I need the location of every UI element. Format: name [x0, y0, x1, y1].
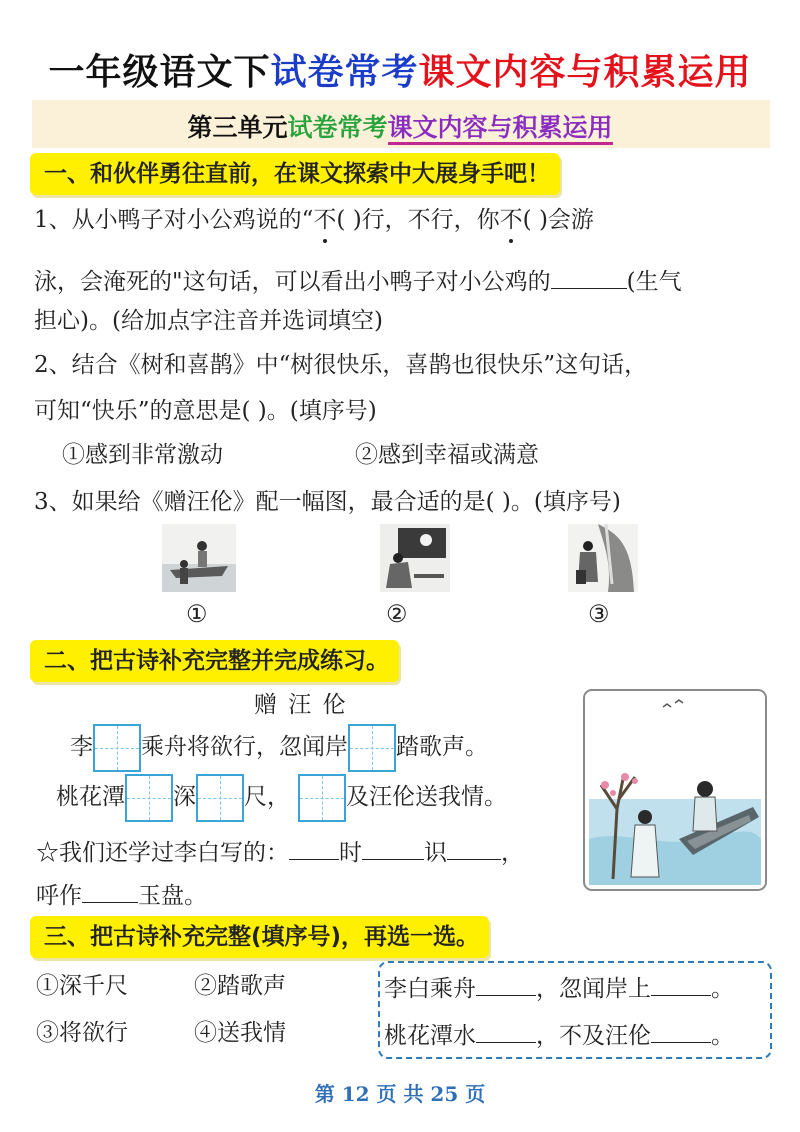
- extra-d: ，: [501, 840, 524, 866]
- q1-dot-char-1: 不: [313, 207, 337, 233]
- q3-picture-3[interactable]: [568, 524, 638, 592]
- extra2-a: 呼作: [36, 883, 82, 909]
- q3-picture-1[interactable]: [162, 524, 236, 592]
- poem-line2-b: 深: [173, 784, 196, 810]
- q2-line1: 2、结合《树和喜鹊》中“树很快乐，喜鹊也很快乐”这句话，: [34, 352, 648, 378]
- q1-line2-b: (生气: [626, 269, 682, 295]
- q1-dot-char-2: 不: [499, 207, 523, 233]
- q1-line1: [34, 205, 594, 235]
- fill-blank-4[interactable]: [651, 1018, 711, 1043]
- char-box[interactable]: [196, 774, 244, 822]
- fill-line-1: [384, 971, 734, 1004]
- title-part2: 试卷常考: [270, 52, 419, 93]
- q2-option-2[interactable]: ②感到幸福或满意: [355, 442, 539, 468]
- fill2-a: 桃花潭水: [384, 1023, 476, 1049]
- q1-text-a: 1、从小鸭子对小公鸡说的“: [34, 207, 314, 233]
- extra-line-2: [36, 878, 207, 911]
- fill-line-2: [384, 1018, 734, 1051]
- fill1-a: 李白乘舟: [384, 976, 476, 1002]
- extra-blank-3[interactable]: [447, 835, 501, 860]
- extra-blank-1[interactable]: [289, 835, 339, 860]
- extra-a: ☆我们还学过李白写的：: [36, 840, 289, 866]
- unit-part3: 课文内容与积累运用: [388, 113, 613, 145]
- section2-heading: 二、把古诗补充完整并完成练习。: [30, 640, 399, 682]
- option-3[interactable]: ③将欲行: [36, 1020, 128, 1046]
- fill-blank-1[interactable]: [476, 971, 536, 996]
- q2-line2: 可知“快乐”的意思是( )。(填序号): [34, 398, 377, 424]
- fill-blank-3[interactable]: [476, 1018, 536, 1043]
- poem-line-1: [70, 723, 488, 772]
- q1-line2: [34, 264, 682, 297]
- page-title: [0, 44, 800, 95]
- extra-line-1: [36, 835, 524, 868]
- fill-blank-2[interactable]: [651, 971, 711, 996]
- q3-label-1: ①: [186, 600, 208, 628]
- q3-label-2: ②: [386, 600, 408, 628]
- extra-b: 时: [339, 840, 362, 866]
- char-box[interactable]: [93, 724, 141, 772]
- unit-part2: 试卷常考: [287, 113, 388, 142]
- poem-line2-c: 尺，: [244, 784, 290, 810]
- fill1-b: ，忽闻岸上: [536, 976, 651, 1002]
- q1-text-b: ( )行，不行，你: [336, 207, 500, 233]
- section3-heading: 三、把古诗补充完整(填序号)，再选一选。: [30, 916, 489, 958]
- poem-line2-d: 及汪伦送我情。: [346, 784, 507, 810]
- q3-line1: 3、如果给《赠汪伦》配一幅图，最合适的是( )。(填序号): [34, 489, 621, 515]
- q3-picture-2[interactable]: [380, 524, 450, 592]
- fill1-c: 。: [711, 976, 734, 1002]
- poem-title: 赠 汪 伦: [254, 692, 348, 718]
- title-part1: 一年级语文下: [48, 52, 271, 93]
- unit-title: [0, 108, 800, 144]
- poem-illustration: [583, 689, 767, 891]
- char-box[interactable]: [125, 774, 173, 822]
- fill2-c: 。: [711, 1023, 734, 1049]
- extra-blank-2[interactable]: [362, 835, 424, 860]
- q1-text-c: ( )会游: [522, 207, 594, 233]
- extra-blank-4[interactable]: [82, 878, 138, 903]
- poem-line2-a: 桃花潭: [56, 784, 125, 810]
- q2-option-1[interactable]: ①感到非常激动: [62, 442, 223, 468]
- section1-heading: 一、和伙伴勇往直前，在课文探索中大展身手吧！: [30, 153, 560, 195]
- poem-line-2: [56, 773, 507, 822]
- q3-label-3: ③: [588, 600, 610, 628]
- option-2[interactable]: ②踏歌声: [194, 973, 286, 999]
- fill2-b: ，不及汪伦: [536, 1023, 651, 1049]
- extra-c: 识: [424, 840, 447, 866]
- q1-line3: 担心)。(给加点字注音并选词填空): [34, 308, 383, 334]
- char-box[interactable]: [348, 724, 396, 772]
- option-4[interactable]: ④送我情: [194, 1020, 286, 1046]
- unit-part1: 第三单元: [187, 113, 288, 142]
- extra2-b: 玉盘。: [138, 883, 207, 909]
- poem-line1-c: 踏歌声。: [396, 734, 488, 760]
- page-number: 第 12 页 共 25 页: [314, 1082, 486, 1106]
- q1-line2-a: 泳，会淹死的"这句话，可以看出小鸭子对小公鸡的: [34, 269, 551, 295]
- poem-line1-b: 乘舟将欲行，忽闻岸: [141, 734, 348, 760]
- char-box[interactable]: [298, 774, 346, 822]
- q1-answer-blank[interactable]: [551, 264, 627, 289]
- title-part3: 课文内容与积累运用: [418, 52, 752, 93]
- option-1[interactable]: ①深千尺: [36, 973, 128, 999]
- poem-line1-a: 李: [70, 734, 93, 760]
